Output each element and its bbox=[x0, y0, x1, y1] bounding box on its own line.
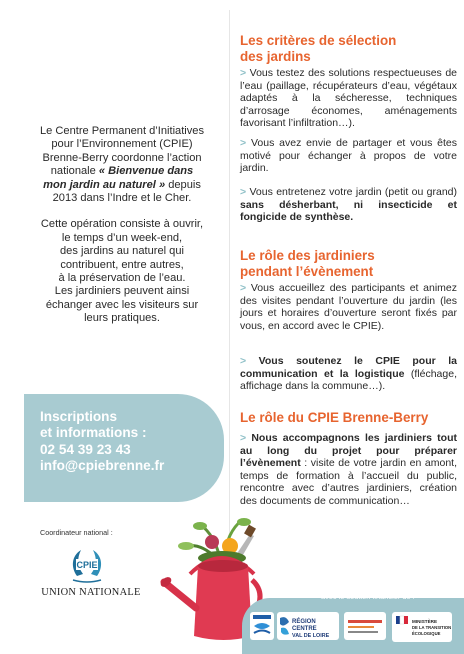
contact-heading-2: et informations : bbox=[40, 425, 147, 441]
contact-email[interactable]: info@cpiebrenne.fr bbox=[40, 458, 165, 474]
cpie-role-item-1: > Nous accompagnons les jardiniers tout au long du projet pour préparer l’évènement : visite de votre jardin en amont, temps de formation à l’accueil du public, rencontre avec d’autres jardiniers, création des documents de communication… bbox=[240, 432, 458, 507]
contact-box bbox=[24, 394, 224, 502]
coordinator-name: UNION NATIONALE bbox=[41, 587, 141, 598]
svg-text:VAL DE LOIRE: VAL DE LOIRE bbox=[292, 633, 330, 639]
gardeners-role-item-1: > Vous accueillez des participants et animez des visites pendant l’ouverture du jardin (les jours et horaires d’ouverture seront fixés par vous, en accord avec le CPIE). bbox=[240, 282, 457, 332]
arrow-icon: > bbox=[240, 282, 247, 294]
cpie-logo-icon bbox=[67, 546, 107, 584]
departement-logo-icon bbox=[344, 612, 386, 640]
funding-label: avec le soutien financier de : bbox=[321, 592, 415, 601]
criteria-item-2: > Vous avez envie de partager et vous êtes motivé pour échanger à propos de votre jardin. bbox=[240, 137, 458, 175]
svg-text:ÉCOLOGIQUE: ÉCOLOGIQUE bbox=[412, 631, 441, 636]
gardeners-role-title: Le rôle des jardiniers pendant l’évènement bbox=[240, 248, 375, 279]
agence-de-leau-logo-icon bbox=[250, 612, 274, 640]
coordinator-label: Coordinateur national : bbox=[40, 528, 113, 537]
criteria-item-3: > Vous entretenez votre jardin (petit ou grand) sans désherbant, ni insecticide et fongicide de synthèse. bbox=[240, 186, 457, 224]
column-divider bbox=[229, 10, 230, 570]
intro-text bbox=[22, 125, 222, 326]
arrow-icon: > bbox=[240, 355, 247, 367]
region-centre-val-de-loire-logo-icon bbox=[277, 612, 339, 640]
svg-text:MINISTÈRE: MINISTÈRE bbox=[412, 619, 438, 624]
intro-paragraph-2: Cette opération consiste à ouvrir, le temps d’un week-end, des jardins au naturel qui contribuent, entre autres, à la préservation de l’eau. Les jardiniers peuvent ainsi échanger avec les visiteurs sur leurs pratiques. bbox=[40, 218, 204, 325]
arrow-icon: > bbox=[240, 67, 247, 79]
cpie-role-title: Le rôle du CPIE Brenne-Berry bbox=[240, 410, 429, 425]
ministere-transition-ecologique-logo-icon bbox=[392, 612, 452, 642]
intro-paragraph-1: Le Centre Permanent d’Initiatives pour l’Environnement (CPIE) Brenne-Berry coordonne l’action nationale « Bienvenue dans mon jardin au naturel » depuis 2013 dans l’Indre et le Cher. bbox=[39, 125, 205, 205]
svg-text:RÉGION: RÉGION bbox=[292, 619, 316, 625]
svg-text:DE LA TRANSITION: DE LA TRANSITION bbox=[412, 625, 452, 630]
contact-heading-1: Inscriptions bbox=[40, 409, 118, 424]
criteria-item-1: > Vous testez des solutions respectueuses de l’eau (paillage, récupérateurs d’eau, végétaux adaptés à la sécheresse, techniques d’arrosage économes, aménagements favorisant l’infiltration…). bbox=[240, 67, 457, 130]
criteria-title: Les critères de sélection des jardins bbox=[240, 33, 397, 64]
contact-text bbox=[40, 409, 164, 475]
svg-text:CPIE: CPIE bbox=[76, 560, 98, 570]
arrow-icon: > bbox=[240, 137, 247, 149]
contact-phone: 02 54 39 23 43 bbox=[40, 441, 131, 457]
arrow-icon: > bbox=[240, 186, 247, 198]
gardeners-role-item-2: > Vous soutenez le CPIE pour la communication et la logistique (fléchage, affichage dans la commune…). bbox=[240, 355, 457, 393]
arrow-icon: > bbox=[240, 432, 247, 444]
svg-text:CENTRE: CENTRE bbox=[292, 626, 317, 632]
